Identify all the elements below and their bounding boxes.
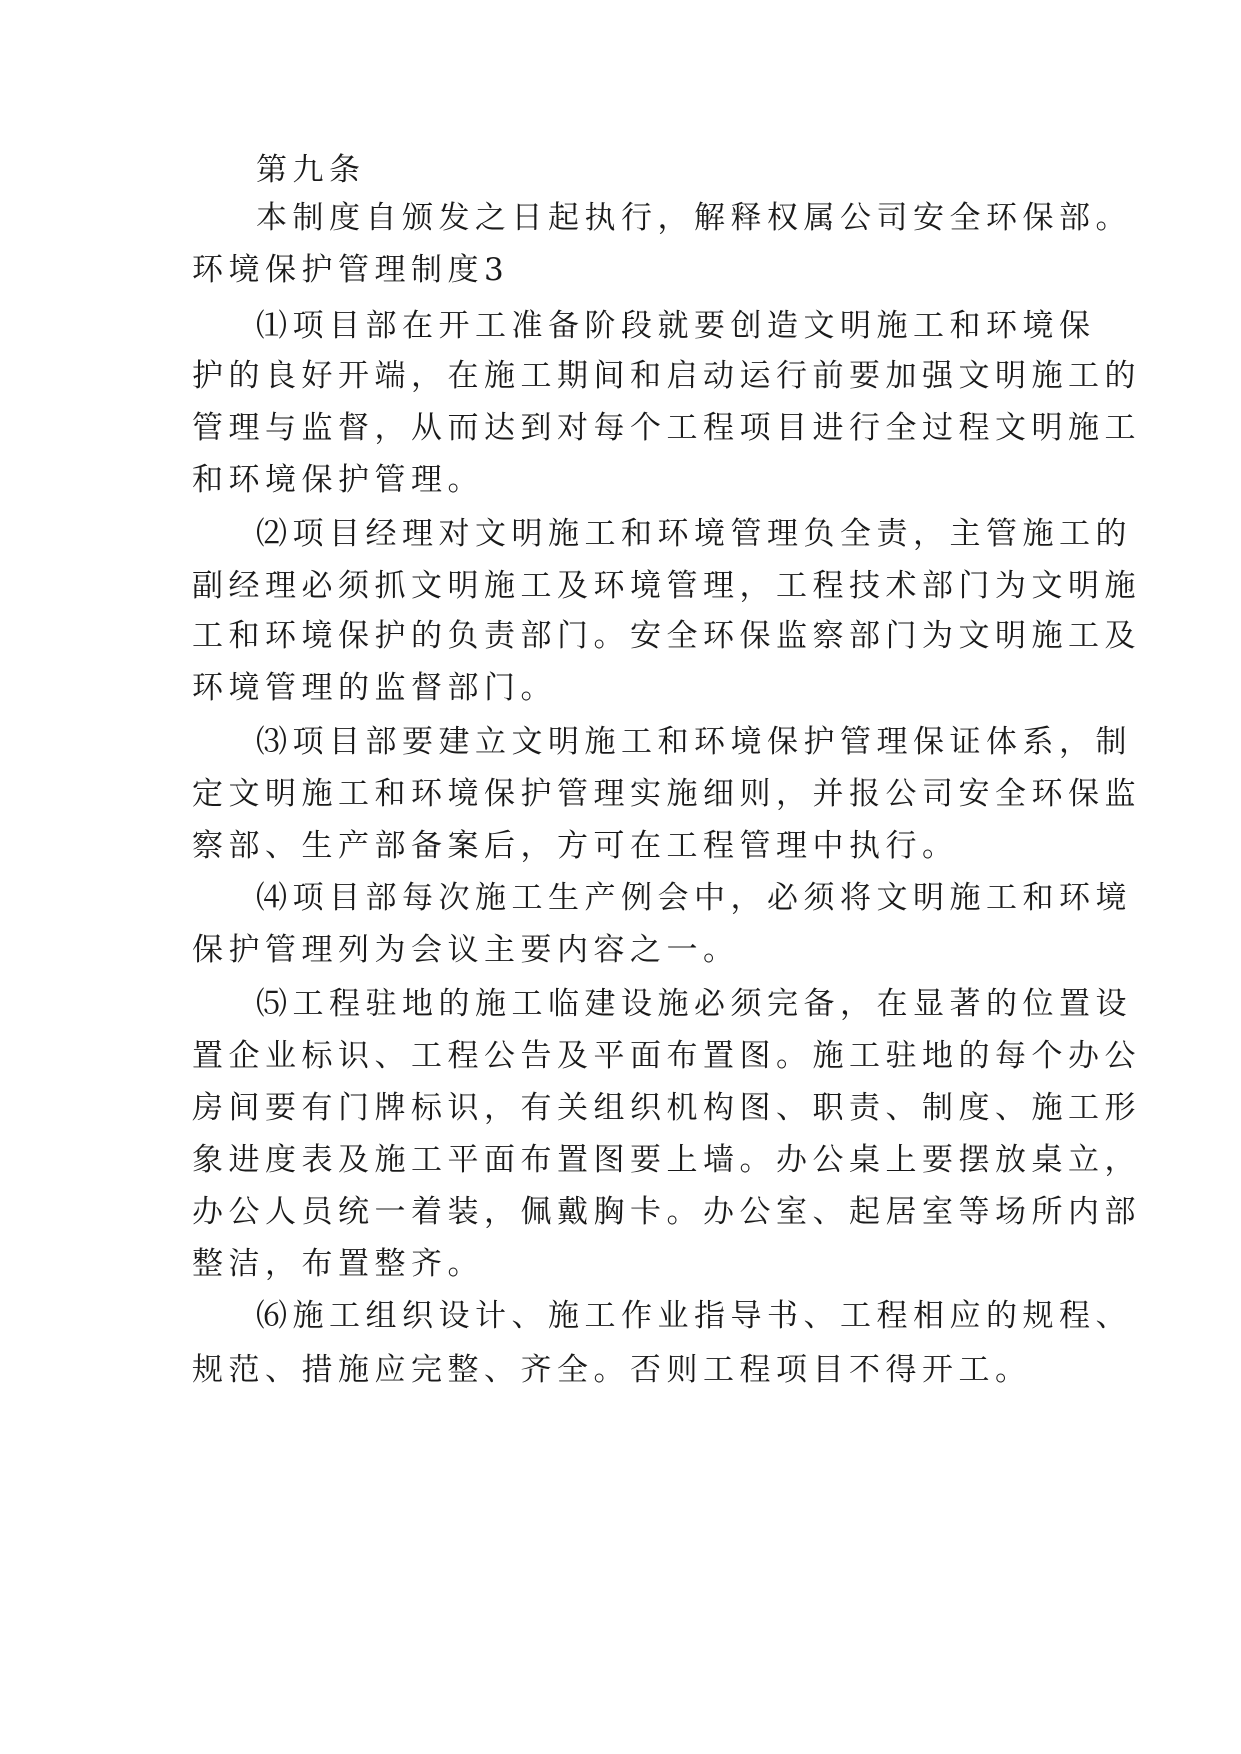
paragraph-line: 定文明施工和环境保护管理实施细则，并报公司安全环保监	[192, 776, 1141, 812]
paragraph-line: ⑹施工组织设计、施工作业指导书、工程相应的规程、	[256, 1298, 1132, 1334]
paragraph-line: ⑷项目部每次施工生产例会中，必须将文明施工和环境	[256, 880, 1132, 916]
paragraph-line: 象进度表及施工平面布置图要上墙。办公桌上要摆放桌立，	[192, 1142, 1141, 1178]
paragraph-line: 和环境保护管理。	[192, 462, 484, 498]
article-heading: 第九条	[256, 152, 366, 188]
paragraph-line: 工和环境保护的负责部门。安全环保监察部门为文明施工及	[192, 618, 1141, 654]
paragraph-line: 察部、生产部备案后，方可在工程管理中执行。	[192, 828, 959, 864]
paragraph-line: 管理与监督，从而达到对每个工程项目进行全过程文明施工	[192, 410, 1141, 446]
paragraph-line: 规范、措施应完整、齐全。否则工程项目不得开工。	[192, 1352, 1032, 1388]
section-title: 环境保护管理制度3	[192, 252, 510, 288]
paragraph-line: ⑸工程驻地的施工临建设施必须完备，在显著的位置设	[256, 986, 1132, 1022]
paragraph-line: ⑶项目部要建立文明施工和环境保护管理保证体系，制	[256, 724, 1132, 760]
paragraph-line: 副经理必须抓文明施工及环境管理，工程技术部门为文明施	[192, 568, 1141, 604]
paragraph-line: ⑵项目经理对文明施工和环境管理负全责，主管施工的	[256, 516, 1132, 552]
paragraph-line: 保护管理列为会议主要内容之一。	[192, 932, 740, 968]
paragraph-line: 房间要有门牌标识，有关组织机构图、职责、制度、施工形	[192, 1090, 1141, 1126]
paragraph-line: 办公人员统一着装，佩戴胸卡。办公室、起居室等场所内部	[192, 1194, 1141, 1230]
article-body: 本制度自颁发之日起执行，解释权属公司安全环保部。	[256, 200, 1132, 236]
paragraph-line: ⑴项目部在开工准备阶段就要创造文明施工和环境保	[256, 308, 1096, 344]
paragraph-line: 置企业标识、工程公告及平面布置图。施工驻地的每个办公	[192, 1038, 1141, 1074]
paragraph-line: 整洁，布置整齐。	[192, 1246, 484, 1282]
paragraph-line: 环境管理的监督部门。	[192, 670, 557, 706]
paragraph-line: 护的良好开端，在施工期间和启动运行前要加强文明施工的	[192, 358, 1141, 394]
